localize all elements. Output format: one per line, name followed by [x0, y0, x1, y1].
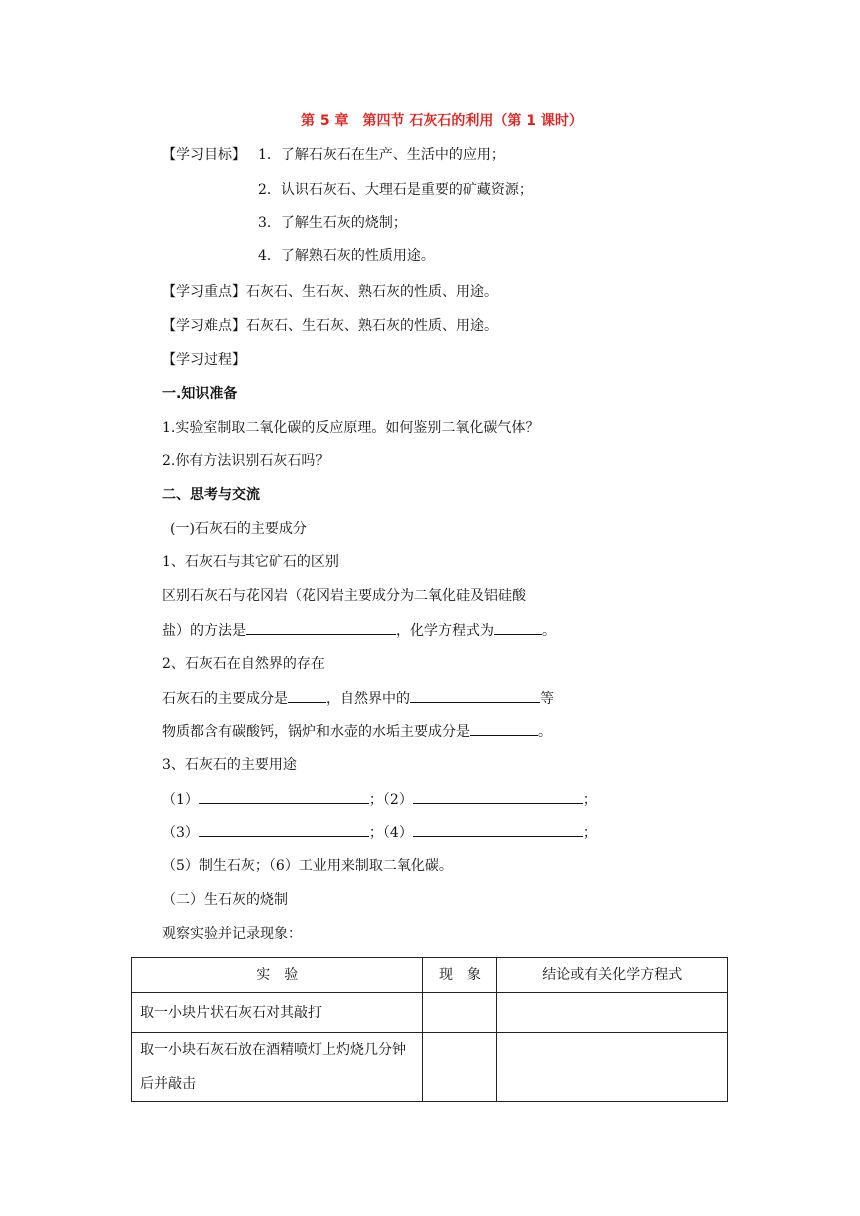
table-cell[interactable] [497, 1033, 728, 1102]
difficulties: 【学习难点】石灰石、生石灰、熟石灰的性质、用途。 [162, 318, 498, 334]
text: （1） [162, 792, 199, 808]
answer-blank[interactable] [413, 789, 583, 804]
answer-blank[interactable] [288, 688, 326, 703]
objective-item: 2．认识石灰石、大理石是重要的矿藏资源； [258, 182, 533, 198]
answer-blank[interactable] [199, 789, 369, 804]
table-cell[interactable] [497, 993, 728, 1033]
text: 盐）的方法是 [162, 623, 246, 639]
table-header-cell: 结论或有关化学方程式 [497, 958, 728, 993]
objective-item: 3．了解生石灰的烧制； [258, 215, 407, 231]
point-2-line2 [162, 721, 552, 742]
answer-blank[interactable] [246, 620, 396, 635]
uses-row-2 [162, 822, 597, 843]
text: ，化学方程式为 [396, 623, 494, 639]
text: （3） [162, 825, 199, 841]
table-cell: 取一小块石灰石放在酒精喷灯上灼烧几分钟后并敲击 [132, 1033, 423, 1102]
text: ；（4） [368, 825, 413, 841]
table-cell[interactable] [423, 1033, 497, 1102]
objective-item: 4．了解熟石灰的性质用途。 [258, 248, 435, 264]
observe-instruction: 观察实验并记录现象： [162, 926, 302, 942]
key-points: 【学习重点】石灰石、生石灰、熟石灰的性质、用途。 [162, 284, 498, 300]
point-1-line2 [162, 620, 556, 641]
text: 石灰石的主要成分是 [162, 691, 288, 707]
table-header-row [132, 958, 728, 993]
objective-item: 1．了解石灰石在生产、生活中的应用； [258, 147, 505, 163]
subsection-2-heading: （二）生石灰的烧制 [162, 892, 288, 908]
uses-row-1 [162, 789, 597, 810]
answer-blank[interactable] [470, 721, 538, 736]
answer-blank[interactable] [494, 620, 542, 635]
point-1-line1: 区别石灰石与花冈岩（花冈岩主要成分为二氧化硅及铝硅酸 [162, 588, 526, 604]
table-row [132, 1033, 728, 1102]
text: ； [582, 825, 597, 841]
experiment-table [131, 957, 728, 1102]
text: 等 [540, 691, 554, 707]
section2-heading: 二、思考与交流 [162, 487, 260, 503]
point-3-title: 3、石灰石的主要用途 [162, 757, 297, 773]
table-header-cell: 现 象 [423, 958, 497, 993]
answer-blank[interactable] [410, 688, 540, 703]
section1-heading: 一.知识准备 [162, 386, 238, 402]
question-1: 1.实验室制取二氧化碳的反应原理。如何鉴别二氧化碳气体？ [162, 420, 540, 436]
point-2-line1 [162, 688, 554, 709]
process-label: 【学习过程】 [162, 352, 246, 368]
text: ； [582, 792, 597, 808]
point-2-title: 2、石灰石在自然界的存在 [162, 656, 325, 672]
page-title: 第 5 章 第四节 石灰石的利用（第 1 课时） [301, 113, 583, 129]
text: ，自然界中的 [326, 691, 410, 707]
question-2: 2.你有方法识别石灰石吗？ [162, 453, 330, 469]
subsection-1-heading: (一)石灰石的主要成分 [170, 521, 307, 537]
table-row [132, 993, 728, 1033]
point-1-title: 1、石灰石与其它矿石的区别 [162, 554, 339, 570]
answer-blank[interactable] [413, 822, 583, 837]
answer-blank[interactable] [199, 822, 369, 837]
table-cell: 取一小块片状石灰石对其敲打 [132, 993, 423, 1033]
text: 。 [542, 623, 556, 639]
text: 。 [538, 724, 552, 740]
text: ；（2） [368, 792, 413, 808]
text: 物质都含有碳酸钙，锅炉和水壶的水垢主要成分是 [162, 724, 470, 740]
uses-row-3: （5）制生石灰；（6）工业用来制取二氧化碳。 [162, 858, 453, 874]
table-cell[interactable] [423, 993, 497, 1033]
objectives-label: 【学习目标】 [162, 147, 246, 163]
table-header-cell: 实 验 [132, 958, 423, 993]
